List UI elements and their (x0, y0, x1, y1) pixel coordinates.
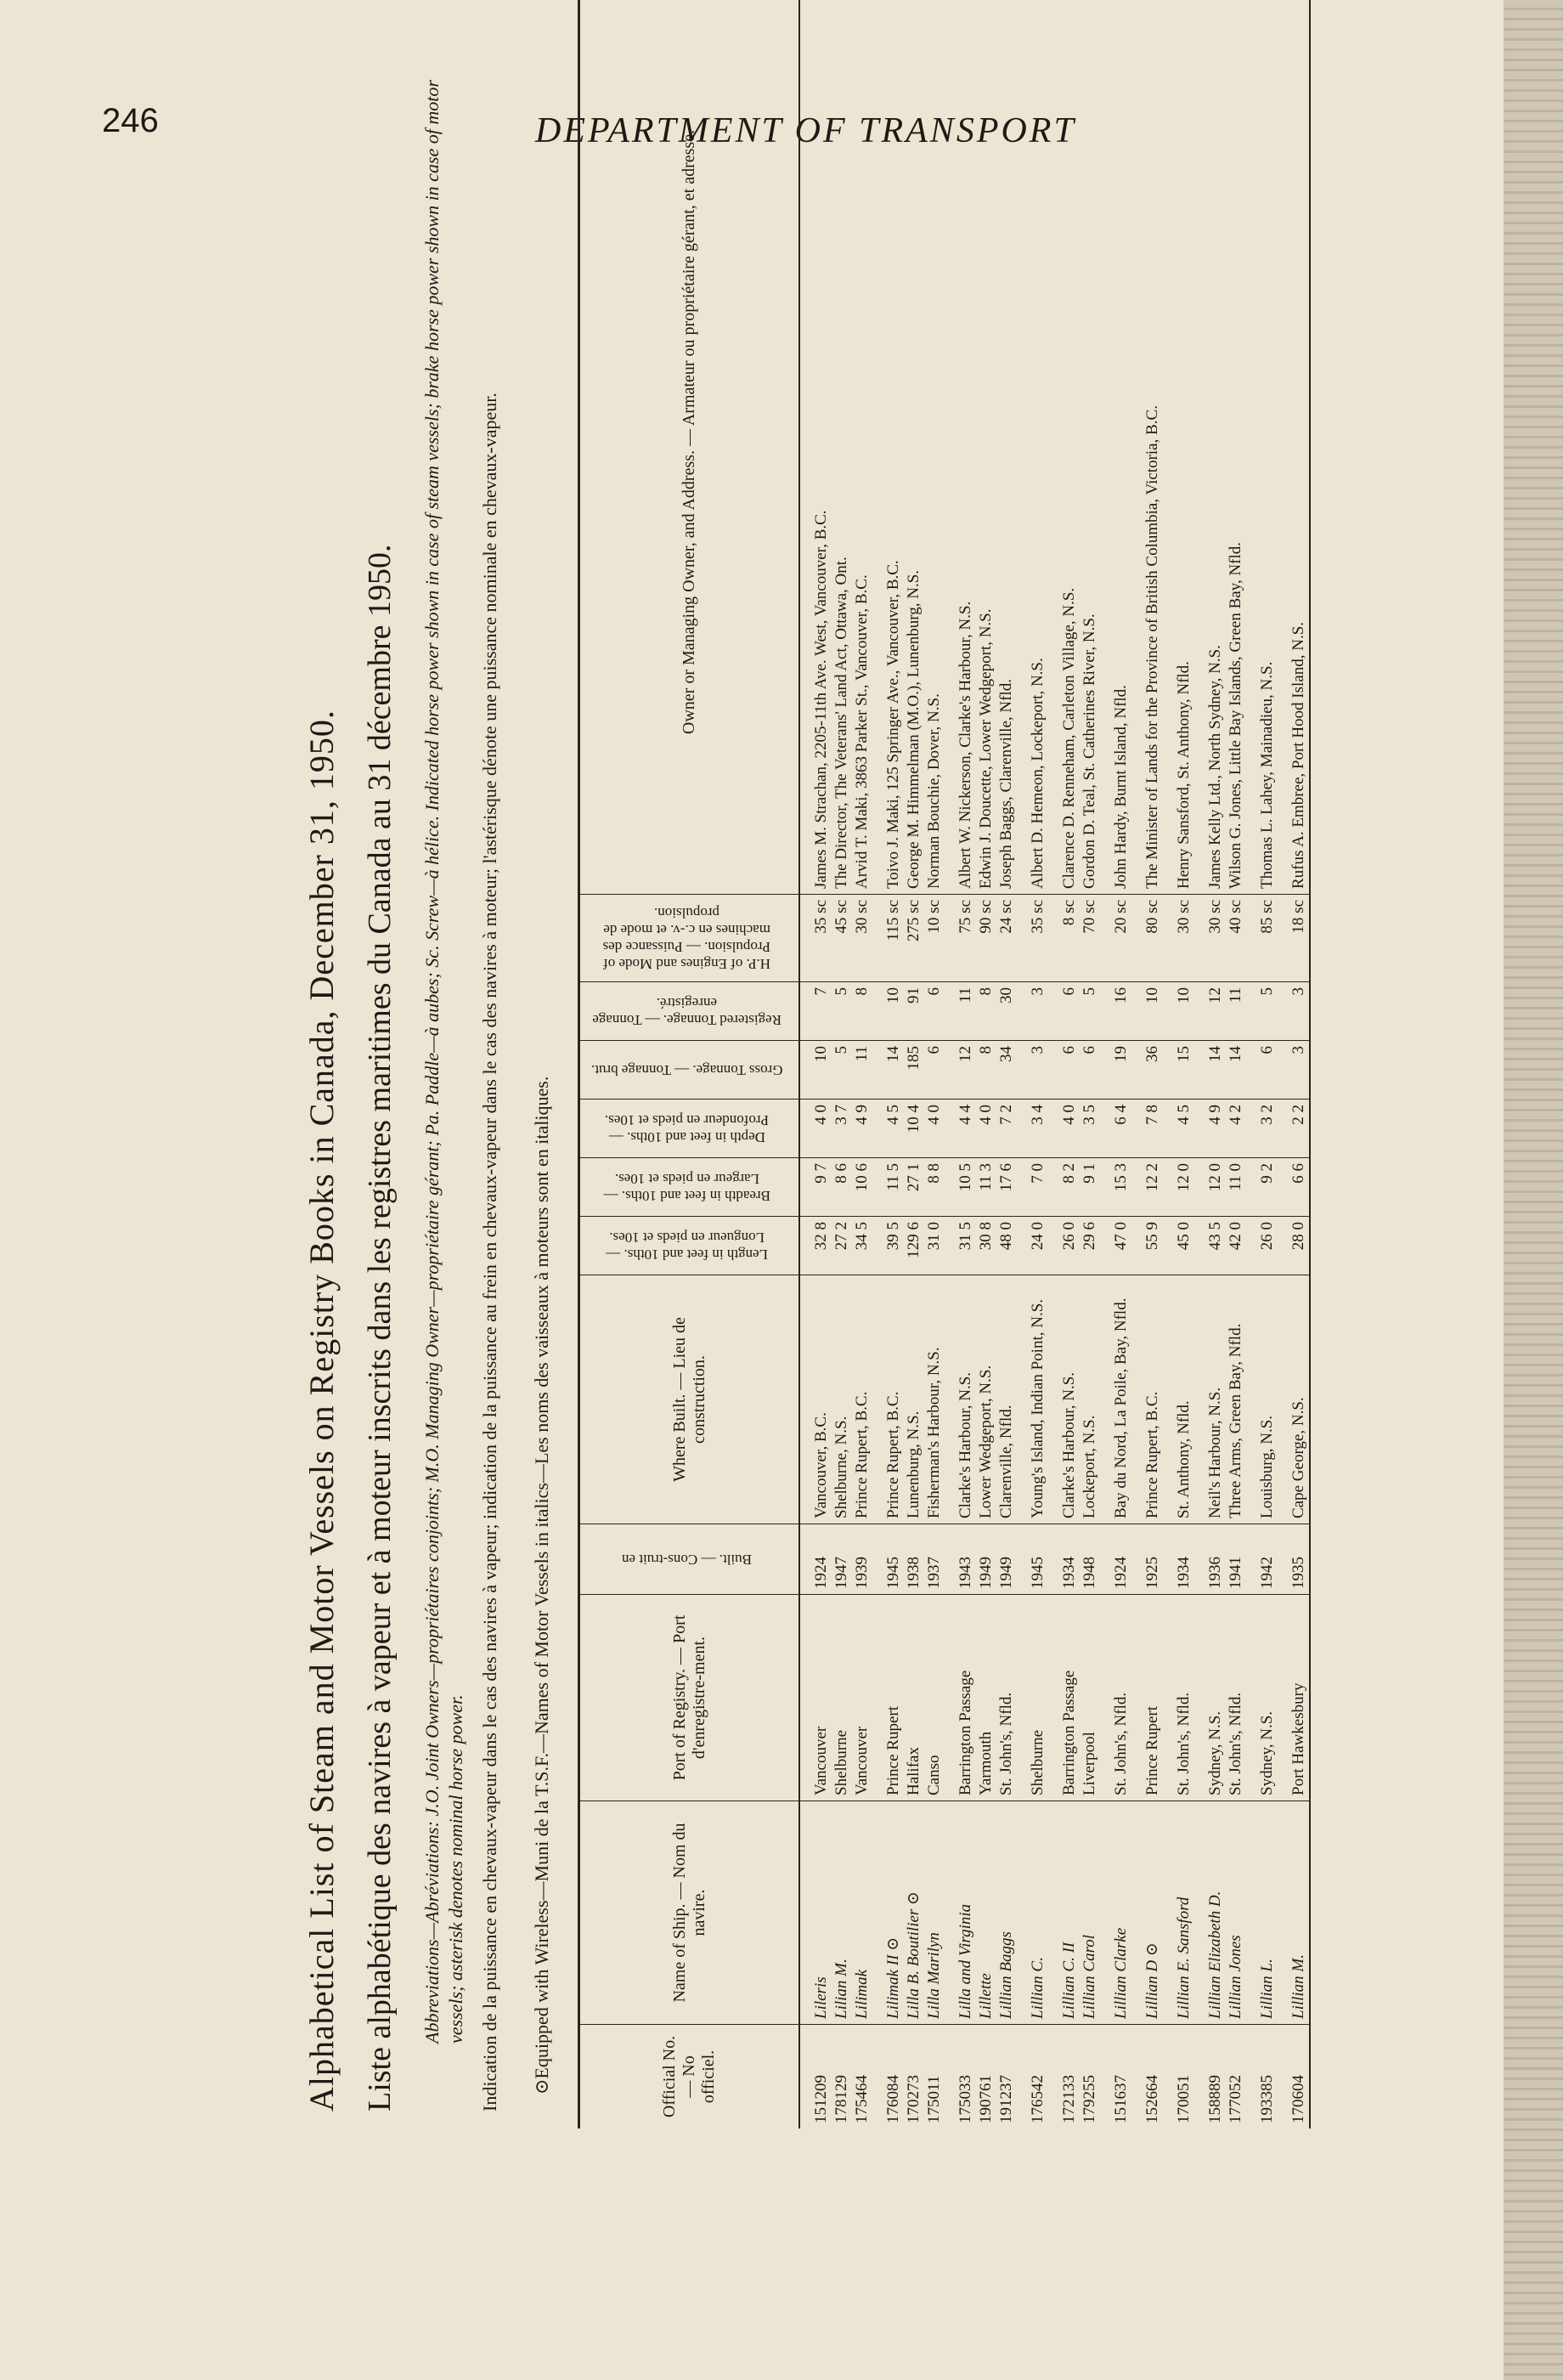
gross-tonnage-cell: 15 (1163, 1041, 1194, 1100)
depth-cell: 3 5 (1080, 1100, 1100, 1158)
where-built-cell: Shelburne, N.S. (832, 1275, 852, 1524)
horsepower-note: Indication de la puissance en chevaux-vapeur dans le cas des navires à vapeur; indication de la puissance au frein en chevaux-vapeur dans le cas des navires à moteur; l'astérisque dénote une puissance nominale en chevaux-vapeur. (479, 393, 500, 2111)
registered-tonnage-cell: 10 (872, 982, 904, 1041)
official-no-cell: 175464 (853, 2075, 871, 2123)
port-cell: Sydney, N.S. (1246, 1595, 1278, 1801)
col-breadth: Breadth in feet and 10ths. — Largeur en pieds et 10es. (579, 1158, 800, 1217)
ship-name-cell: Lillian M. (1278, 1801, 1310, 2025)
title-english: Alphabetical List of Steam and Motor Vessels on Registry Books in Canada, December 31, 1950. (302, 709, 341, 2111)
registered-tonnage-cell: 91 (904, 982, 924, 1041)
gross-tonnage-cell: 14 (1194, 1041, 1226, 1100)
ship-name-cell: Lillian Jones (1226, 1801, 1246, 2025)
length-cell: 29 6 (1080, 1217, 1100, 1275)
built-year-cell: 1937 (924, 1524, 945, 1595)
length-cell: 31 5 (945, 1217, 976, 1275)
built-year-cell: 1936 (1194, 1524, 1226, 1595)
col-owner: Owner or Managing Owner, and Address. — Armateur ou propriétaire gérant, et adresse. (579, 0, 800, 895)
col-hp: H.P. of Engines and Mode of Propulsion. — Puissance des machines en c.-v. et mode de propulsion. (579, 895, 800, 982)
where-built-cell: Neil's Harbour, N.S. (1194, 1275, 1226, 1524)
registered-tonnage-cell: 6 (1048, 982, 1080, 1041)
table-row (1017, 0, 1048, 2128)
official-no-cell: 172133 (1060, 2075, 1078, 2123)
col-gross: Gross Tonnage. — Tonnage brut. (579, 1041, 800, 1100)
ship-name-cell: Lilla and Virginia (945, 1801, 976, 2025)
built-year-cell: 1925 (1131, 1524, 1163, 1595)
table-row (852, 0, 872, 2128)
official-no-cell: 190761 (977, 2075, 995, 2123)
title-block (302, 0, 582, 2145)
gross-tonnage-cell: 3 (1278, 1041, 1310, 1100)
owner-cell: Rufus A. Embree, Port Hood Island, N.S. (1278, 0, 1310, 895)
registered-tonnage-cell: 10 (1163, 982, 1194, 1041)
official-no-cell: 177052 (1227, 2075, 1244, 2123)
port-cell: St. John's, Nfld. (1163, 1595, 1194, 1801)
ship-name-cell: Lillian Baggs (996, 1801, 1017, 2025)
horsepower-cell: 8 sc (1048, 895, 1080, 982)
table-row (799, 0, 832, 2128)
where-built-cell: Young's Island, Indian Point, N.S. (1017, 1275, 1048, 1524)
where-built-cell: Three Arms, Green Bay, Nfld. (1226, 1275, 1246, 1524)
horsepower-cell: 75 sc (945, 895, 976, 982)
where-built-cell: St. Anthony, Nfld. (1163, 1275, 1194, 1524)
gross-tonnage-cell: 6 (924, 1041, 945, 1100)
owner-cell: Arvid T. Maki, 3863 Parker St., Vancouver, B.C. (852, 0, 872, 895)
owner-cell: Wilson G. Jones, Little Bay Islands, Green Bay, Nfld. (1226, 0, 1246, 895)
ship-name-cell: Lilimak (852, 1801, 872, 2025)
breadth-cell: 9 7 (799, 1158, 832, 1217)
horsepower-cell: 24 sc (996, 895, 1017, 982)
depth-cell: 6 4 (1100, 1100, 1131, 1158)
where-built-cell: Cape George, N.S. (1278, 1275, 1310, 1524)
registered-tonnage-cell: 16 (1100, 982, 1131, 1041)
table-row (1048, 0, 1080, 2128)
ship-name-cell: Lillette (976, 1801, 996, 2025)
official-no-cell: 158889 (1206, 2075, 1224, 2123)
port-cell: Yarmouth (976, 1595, 996, 1801)
table-row (1100, 0, 1131, 2128)
ship-name-cell: Lillian Elizabeth D. (1194, 1801, 1226, 2025)
abbreviations-note: Abbreviations—Abréviations: J.O. Joint Owners—propriétaires conjoints; M.O. Managing Owner—propriétaire gérant; Pa. Paddle—à aubes; Sc. Screw—à hélice. Indicated horse power shown in case of steam vessels; brake horse power shown in case of motor vessels; asterisk denotes nominal horse power. (421, 80, 466, 2044)
port-cell: St. John's, Nfld. (996, 1595, 1017, 1801)
gross-tonnage-cell: 3 (1017, 1041, 1048, 1100)
horsepower-cell: 30 sc (852, 895, 872, 982)
depth-cell: 4 9 (1194, 1100, 1226, 1158)
official-no-cell: 170273 (905, 2075, 923, 2123)
where-built-cell: Lockeport, N.S. (1080, 1275, 1100, 1524)
where-built-cell: Lower Wedgeport, N.S. (976, 1275, 996, 1524)
where-built-cell: Fisherman's Harbour, N.S. (924, 1275, 945, 1524)
official-no-cell: 152664 (1143, 2075, 1161, 2123)
official-no-cell: 176542 (1029, 2075, 1047, 2123)
ship-name-cell: Lillian E. Sansford (1163, 1801, 1194, 2025)
ship-name-cell: Lilian M. (832, 1801, 852, 2025)
horsepower-cell: 40 sc (1226, 895, 1246, 982)
owner-cell: John Hardy, Burnt Island, Nfld. (1100, 0, 1131, 895)
registered-tonnage-cell: 8 (976, 982, 996, 1041)
length-cell: 26 0 (1246, 1217, 1278, 1275)
built-year-cell: 1949 (996, 1524, 1017, 1595)
depth-cell: 4 2 (1226, 1100, 1246, 1158)
col-port: Port of Registry. — Port d'enregistre-ment. (579, 1595, 800, 1801)
depth-cell: 4 0 (799, 1100, 832, 1158)
built-year-cell: 1924 (1100, 1524, 1131, 1595)
breadth-cell: 8 8 (924, 1158, 945, 1217)
port-cell: Liverpool (1080, 1595, 1100, 1801)
horsepower-cell: 35 sc (1017, 895, 1048, 982)
official-no-cell: 151209 (812, 2075, 830, 2123)
breadth-cell: 9 1 (1080, 1158, 1100, 1217)
official-no-cell: 175011 (925, 2075, 943, 2123)
depth-cell: 4 5 (872, 1100, 904, 1158)
rotated-table-block (302, 0, 1563, 2145)
wireless-note: ⊙Equipped with Wireless—Muni de la T.S.F.—Names of Motor Vessels in italics—Les noms des vaisseaux à moteurs sont en italiques. (531, 1076, 552, 2095)
breadth-cell: 6 6 (1278, 1158, 1310, 1217)
where-built-cell: Clarke's Harbour, N.S. (945, 1275, 976, 1524)
breadth-cell: 11 3 (976, 1158, 996, 1217)
horsepower-cell: 30 sc (1194, 895, 1226, 982)
registered-tonnage-cell: 30 (996, 982, 1017, 1041)
gross-tonnage-cell: 14 (872, 1041, 904, 1100)
running-head: DEPARTMENT OF TRANSPORT (535, 111, 1076, 150)
where-built-cell: Prince Rupert, B.C. (872, 1275, 904, 1524)
registered-tonnage-cell: 7 (799, 982, 832, 1041)
length-cell: 48 0 (996, 1217, 1017, 1275)
ship-name-cell: Lilla Marilyn (924, 1801, 945, 2025)
ship-name-cell: Lillian D ⊙ (1131, 1801, 1163, 2025)
breadth-cell: 12 0 (1163, 1158, 1194, 1217)
owner-cell: Joseph Baggs, Clarenville, Nfld. (996, 0, 1017, 895)
built-year-cell: 1945 (1017, 1524, 1048, 1595)
where-built-cell: Bay du Nord, La Poile, Bay, Nfld. (1100, 1275, 1131, 1524)
port-cell: Sydney, N.S. (1194, 1595, 1226, 1801)
horsepower-cell: 90 sc (976, 895, 996, 982)
registered-tonnage-cell: 11 (1226, 982, 1246, 1041)
port-cell: Halifax (904, 1595, 924, 1801)
table-row (1080, 0, 1100, 2128)
built-year-cell: 1948 (1080, 1524, 1100, 1595)
built-year-cell: 1949 (976, 1524, 996, 1595)
length-cell: 129 6 (904, 1217, 924, 1275)
where-built-cell: Louisburg, N.S. (1246, 1275, 1278, 1524)
port-cell: Prince Rupert (1131, 1595, 1163, 1801)
gross-tonnage-cell: 10 (799, 1041, 832, 1100)
table-row (872, 0, 904, 2128)
where-built-cell: Clarenville, Nfld. (996, 1275, 1017, 1524)
col-where-built: Where Built. — Lieu de construction. (579, 1275, 800, 1524)
breadth-cell: 10 6 (852, 1158, 872, 1217)
port-cell: Vancouver (852, 1595, 872, 1801)
registered-tonnage-cell: 3 (1278, 982, 1310, 1041)
built-year-cell: 1945 (872, 1524, 904, 1595)
registered-tonnage-cell: 10 (1131, 982, 1163, 1041)
owner-cell: Clarence D. Renneham, Carleton Village, N.S. (1048, 0, 1080, 895)
length-cell: 45 0 (1163, 1217, 1194, 1275)
official-no-cell: 178129 (832, 2075, 850, 2123)
where-built-cell: Prince Rupert, B.C. (1131, 1275, 1163, 1524)
owner-cell: Gordon D. Teal, St. Catherines River, N.S. (1080, 0, 1100, 895)
col-length: Length in feet and 10ths. — Longueur en pieds et 10es. (579, 1217, 800, 1275)
port-cell: Prince Rupert (872, 1595, 904, 1801)
official-no-cell: 151637 (1112, 2075, 1130, 2123)
depth-cell: 4 5 (1163, 1100, 1194, 1158)
registered-tonnage-cell: 3 (1017, 982, 1048, 1041)
depth-cell: 7 2 (996, 1100, 1017, 1158)
where-built-cell: Vancouver, B.C. (799, 1275, 832, 1524)
ship-name-cell: Lilla B. Boutilier ⊙ (904, 1801, 924, 2025)
depth-cell: 4 0 (924, 1100, 945, 1158)
owner-cell: Albert W. Nickerson, Clarke's Harbour, N.S. (945, 0, 976, 895)
where-built-cell: Clarke's Harbour, N.S. (1048, 1275, 1080, 1524)
port-cell: Vancouver (799, 1595, 832, 1801)
registered-tonnage-cell: 5 (832, 982, 852, 1041)
gross-tonnage-cell: 6 (1080, 1041, 1100, 1100)
owner-cell: Edwin J. Doucette, Lower Wedgeport, N.S. (976, 0, 996, 895)
gross-tonnage-cell: 185 (904, 1041, 924, 1100)
breadth-cell: 11 5 (872, 1158, 904, 1217)
length-cell: 24 0 (1017, 1217, 1048, 1275)
owner-cell: James M. Strachan, 2205-11th Ave. West, Vancouver, B.C. (799, 0, 832, 895)
ship-name-cell: Lillian Clarke (1100, 1801, 1131, 2025)
owner-cell: Norman Bouchie, Dover, N.S. (924, 0, 945, 895)
registered-tonnage-cell: 5 (1080, 982, 1100, 1041)
ship-name-cell: Lillian Carol (1080, 1801, 1100, 2025)
col-built: Built. — Cons-truit en (579, 1524, 800, 1595)
official-no-cell: 175033 (956, 2075, 974, 2123)
breadth-cell: 12 0 (1194, 1158, 1226, 1217)
ship-name-cell: Lillian C. II (1048, 1801, 1080, 2025)
gross-tonnage-cell: 12 (945, 1041, 976, 1100)
horsepower-cell: 30 sc (1163, 895, 1194, 982)
horsepower-cell: 70 sc (1080, 895, 1100, 982)
breadth-cell: 12 2 (1131, 1158, 1163, 1217)
vessel-registry-table (578, 0, 1311, 2128)
owner-cell: Albert D. Hemeon, Lockeport, N.S. (1017, 0, 1048, 895)
depth-cell: 4 9 (852, 1100, 872, 1158)
horsepower-cell: 35 sc (799, 895, 832, 982)
port-cell: Port Hawkesbury (1278, 1595, 1310, 1801)
table-row (1278, 0, 1310, 2128)
built-year-cell: 1934 (1163, 1524, 1194, 1595)
built-year-cell: 1924 (799, 1524, 832, 1595)
port-cell: Shelburne (1017, 1595, 1048, 1801)
depth-cell: 4 4 (945, 1100, 976, 1158)
built-year-cell: 1935 (1278, 1524, 1310, 1595)
registered-tonnage-cell: 8 (852, 982, 872, 1041)
registered-tonnage-cell: 12 (1194, 982, 1226, 1041)
built-year-cell: 1943 (945, 1524, 976, 1595)
length-cell: 31 0 (924, 1217, 945, 1275)
breadth-cell: 17 6 (996, 1158, 1017, 1217)
horsepower-cell: 85 sc (1246, 895, 1278, 982)
owner-cell: Toivo J. Maki, 125 Springer Ave., Vancouver, B.C. (872, 0, 904, 895)
horsepower-cell: 20 sc (1100, 895, 1131, 982)
length-cell: 27 2 (832, 1217, 852, 1275)
page-binding-edge (1504, 0, 1563, 2380)
official-no-cell: 176084 (884, 2075, 902, 2123)
port-cell: Barrington Passage (1048, 1595, 1080, 1801)
col-registered: Registered Tonnage. — Tonnage enregistré. (579, 982, 800, 1041)
gross-tonnage-cell: 11 (852, 1041, 872, 1100)
owner-cell: Thomas L. Lahey, Mainadieu, N.S. (1246, 0, 1278, 895)
gross-tonnage-cell: 36 (1131, 1041, 1163, 1100)
ship-name-cell: Lillian L. (1246, 1801, 1278, 2025)
depth-cell: 7 8 (1131, 1100, 1163, 1158)
breadth-cell: 9 2 (1246, 1158, 1278, 1217)
ship-name-cell: Lilimak II ⊙ (872, 1801, 904, 2025)
owner-cell: The Director, The Veterans' Land Act, Ottawa, Ont. (832, 0, 852, 895)
registered-tonnage-cell: 5 (1246, 982, 1278, 1041)
port-cell: Shelburne (832, 1595, 852, 1801)
depth-cell: 4 0 (1048, 1100, 1080, 1158)
gross-tonnage-cell: 8 (976, 1041, 996, 1100)
official-no-cell: 170604 (1278, 2025, 1310, 2129)
table-row (976, 0, 996, 2128)
breadth-cell: 11 0 (1226, 1158, 1246, 1217)
where-built-cell: Lunenburg, N.S. (904, 1275, 924, 1524)
page-number: 246 (102, 102, 159, 139)
registered-tonnage-cell: 6 (924, 982, 945, 1041)
owner-cell: The Minister of Lands for the Province of British Columbia, Victoria, B.C. (1131, 0, 1163, 895)
ship-name-cell: Lillian C. (1017, 1801, 1048, 2025)
length-cell: 39 5 (872, 1217, 904, 1275)
gross-tonnage-cell: 14 (1226, 1041, 1246, 1100)
length-cell: 43 5 (1194, 1217, 1226, 1275)
horsepower-cell: 18 sc (1278, 895, 1310, 982)
gross-tonnage-cell: 19 (1100, 1041, 1131, 1100)
length-cell: 34 5 (852, 1217, 872, 1275)
official-no-cell: 193385 (1258, 2075, 1276, 2123)
built-year-cell: 1947 (832, 1524, 852, 1595)
table-row (1163, 0, 1194, 2128)
gross-tonnage-cell: 6 (1048, 1041, 1080, 1100)
horsepower-cell: 115 sc (872, 895, 904, 982)
port-cell: Canso (924, 1595, 945, 1801)
table-row (945, 0, 976, 2128)
table-header-row (579, 0, 800, 2128)
table-row (1246, 0, 1278, 2128)
port-cell: St. John's, Nfld. (1226, 1595, 1246, 1801)
horsepower-cell: 10 sc (924, 895, 945, 982)
official-no-cell: 170051 (1175, 2075, 1193, 2123)
built-year-cell: 1942 (1246, 1524, 1278, 1595)
length-cell: 55 9 (1131, 1217, 1163, 1275)
depth-cell: 4 0 (976, 1100, 996, 1158)
built-year-cell: 1934 (1048, 1524, 1080, 1595)
horsepower-cell: 45 sc (832, 895, 852, 982)
table-row (1194, 0, 1226, 2128)
breadth-cell: 10 5 (945, 1158, 976, 1217)
table-row (1226, 0, 1246, 2128)
official-no-cell: 191237 (997, 2075, 1015, 2123)
breadth-cell: 8 2 (1048, 1158, 1080, 1217)
length-cell: 26 0 (1048, 1217, 1080, 1275)
breadth-cell: 15 3 (1100, 1158, 1131, 1217)
built-year-cell: 1941 (1226, 1524, 1246, 1595)
horsepower-cell: 80 sc (1131, 895, 1163, 982)
depth-cell: 10 4 (904, 1100, 924, 1158)
table-row (832, 0, 852, 2128)
registered-tonnage-cell: 11 (945, 982, 976, 1041)
depth-cell: 3 7 (832, 1100, 852, 1158)
gross-tonnage-cell: 34 (996, 1041, 1017, 1100)
horsepower-cell: 275 sc (904, 895, 924, 982)
gross-tonnage-cell: 5 (832, 1041, 852, 1100)
depth-cell: 2 2 (1278, 1100, 1310, 1158)
breadth-cell: 8 6 (832, 1158, 852, 1217)
table-row (924, 0, 945, 2128)
length-cell: 30 8 (976, 1217, 996, 1275)
ship-name-cell: Lileris (799, 1801, 832, 2025)
port-cell: Barrington Passage (945, 1595, 976, 1801)
owner-cell: George M. Himmelman (M.O.), Lunenburg, N.S. (904, 0, 924, 895)
official-no-cell: 179255 (1081, 2075, 1098, 2123)
breadth-cell: 27 1 (904, 1158, 924, 1217)
col-depth: Depth in feet and 10ths. — Profondeur en pieds et 10es. (579, 1100, 800, 1158)
length-cell: 47 0 (1100, 1217, 1131, 1275)
col-official-no: Official No. — No officiel. (579, 2025, 800, 2129)
table-row (1131, 0, 1163, 2128)
table-row (996, 0, 1017, 2128)
length-cell: 28 0 (1278, 1217, 1310, 1275)
built-year-cell: 1938 (904, 1524, 924, 1595)
length-cell: 32 8 (799, 1217, 832, 1275)
title-french: Liste alphabétique des navires à vapeur et à moteur inscrits dans les registres maritimes du Canada au 31 décembre 1950. (362, 544, 398, 2111)
depth-cell: 3 2 (1246, 1100, 1278, 1158)
owner-cell: Henry Sansford, St. Anthony, Nfld. (1163, 0, 1194, 895)
col-name: Name of Ship. — Nom du navire. (579, 1801, 800, 2025)
length-cell: 42 0 (1226, 1217, 1246, 1275)
owner-cell: James Kelly Ltd., North Sydney, N.S. (1194, 0, 1226, 895)
table-body (799, 0, 1310, 2128)
port-cell: St. John's, Nfld. (1100, 1595, 1131, 1801)
breadth-cell: 7 0 (1017, 1158, 1048, 1217)
built-year-cell: 1939 (852, 1524, 872, 1595)
depth-cell: 3 4 (1017, 1100, 1048, 1158)
table-row (904, 0, 924, 2128)
gross-tonnage-cell: 6 (1246, 1041, 1278, 1100)
where-built-cell: Prince Rupert, B.C. (852, 1275, 872, 1524)
